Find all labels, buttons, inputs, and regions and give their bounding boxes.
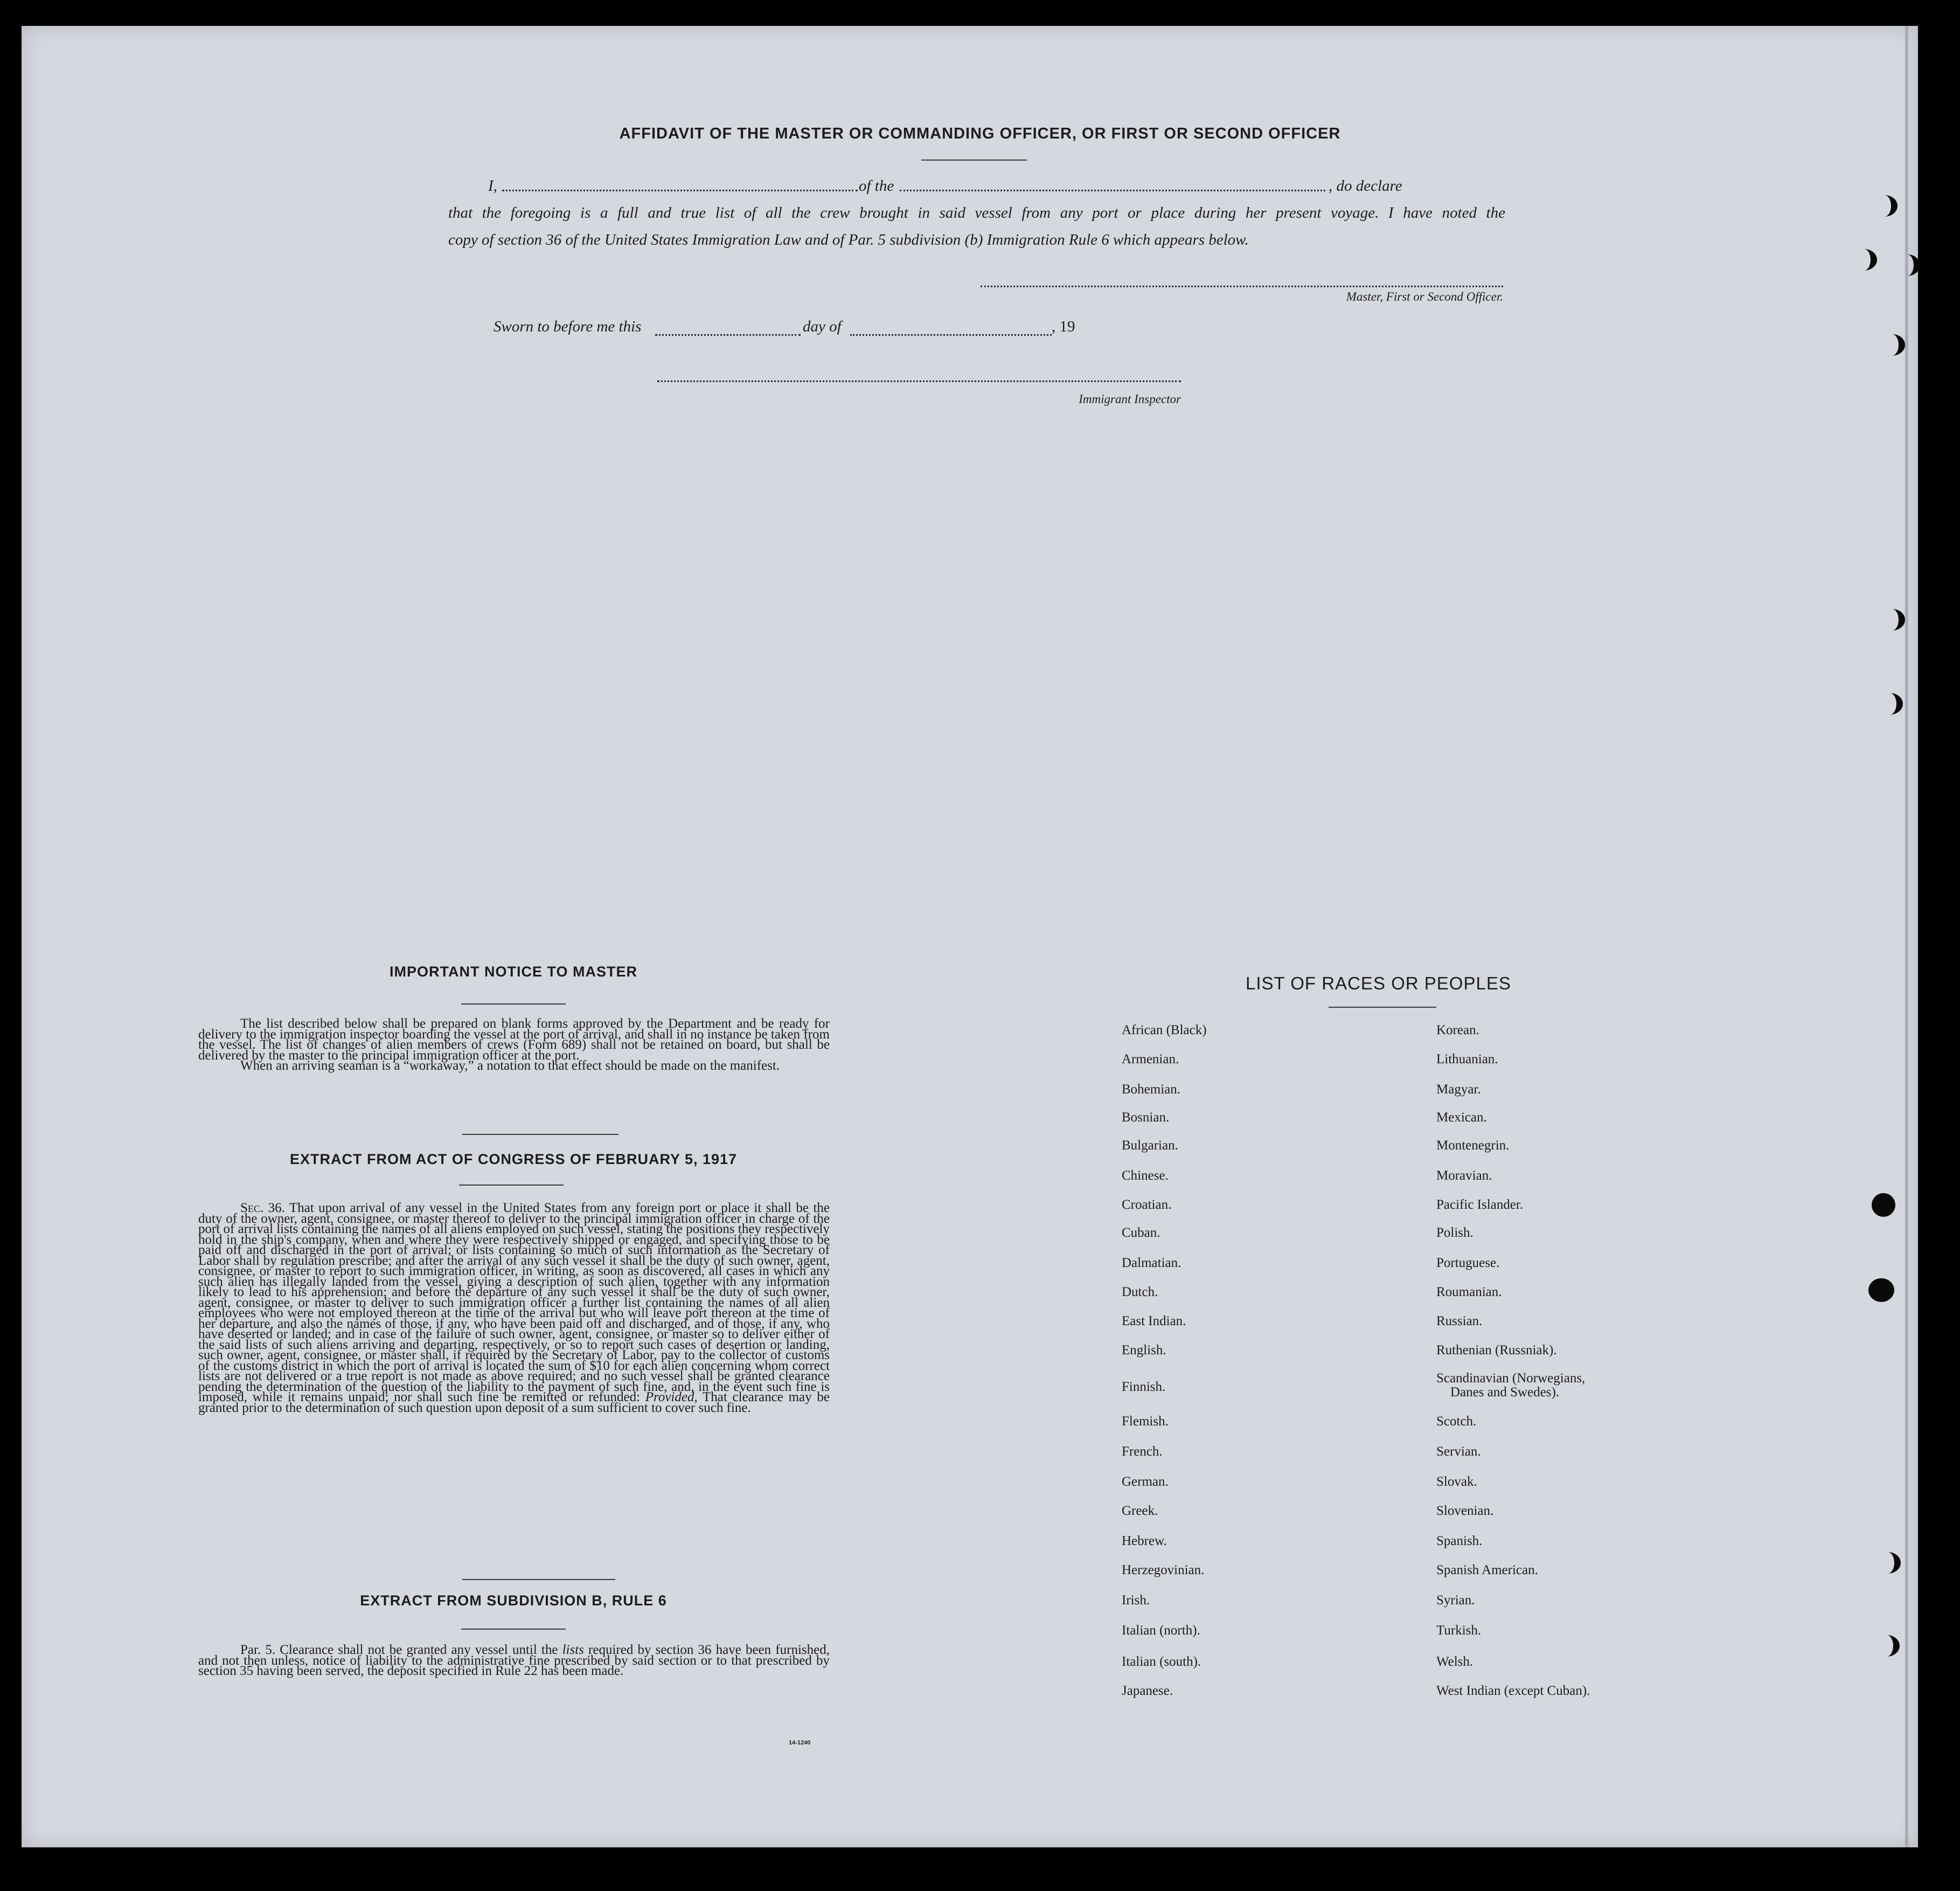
- race-item-right-continuation: Danes and Swedes).: [1450, 1385, 1560, 1400]
- race-item-left: Italian (north).: [1122, 1623, 1200, 1638]
- race-item-left: Bohemian.: [1122, 1082, 1181, 1097]
- affidavit-title: AFFIDAVIT OF THE MASTER OR COMMANDING OFFICER, OR FIRST OR SECOND OFFICER: [619, 125, 1341, 142]
- extract-act-body: [198, 1203, 830, 1413]
- day-of-label: day of: [803, 318, 842, 335]
- notice-paragraph-1: The list described below shall be prepared on blank forms approved by the Department and be ready for delivery to the immigration inspector boarding the vessel at the port of arrival, and shall in no instance be taken from the vessel. The list of changes of alien members of crews (Form 689) shall not be retained on board, but shall be delivered by the master to the principal immigration officer at the port.: [198, 1016, 830, 1063]
- race-item-right: Slovenian.: [1436, 1504, 1494, 1518]
- par-5-text-b: required by section 36 have been furnished, and not then unless, notice of liability to the administrative fine prescribed by said section or to that prescribed by section 35 having been served, the deposit specified in Rule 22 has been made.: [198, 1643, 830, 1678]
- section-36-paragraph: [198, 1203, 830, 1413]
- sworn-prefix: Sworn to before me this: [494, 318, 642, 335]
- sworn-month-blank[interactable]: [850, 334, 1052, 336]
- race-item-right: Scandinavian (Norwegians,: [1436, 1371, 1586, 1386]
- race-item-left: African (Black): [1122, 1023, 1207, 1037]
- race-item-left: Flemish.: [1122, 1414, 1169, 1429]
- race-item-left: Finnish.: [1122, 1380, 1166, 1394]
- race-item-right: Scotch.: [1436, 1414, 1477, 1429]
- race-item-left: Cuban.: [1122, 1225, 1160, 1240]
- binder-hook: [1877, 693, 1903, 715]
- race-item-right: Spanish American.: [1436, 1563, 1538, 1577]
- affidavit-body: [448, 172, 1505, 253]
- race-item-left: Croatian.: [1122, 1197, 1172, 1212]
- race-item-left: Dutch.: [1122, 1285, 1158, 1299]
- punch-hole: [1872, 1193, 1895, 1217]
- punch-hole: [1868, 1278, 1894, 1302]
- race-item-left: Herzegovinian.: [1122, 1563, 1205, 1577]
- race-item-right: Polish.: [1436, 1225, 1474, 1240]
- extract-rule-body: [198, 1645, 830, 1677]
- races-title: LIST OF RACES OR PEOPLES: [1246, 973, 1511, 993]
- race-item-right: West Indian (except Cuban).: [1436, 1684, 1590, 1698]
- divider: [459, 1185, 564, 1186]
- race-item-left: Italian (south).: [1122, 1654, 1201, 1669]
- notice-paragraph-2: When an arriving seaman is a “workaway,” a notation to that effect should be made on the manifest.: [240, 1058, 780, 1073]
- provided-word: Provided,: [645, 1390, 698, 1404]
- binder-hook: [1875, 1552, 1901, 1574]
- do-declare-label: , do declare: [1329, 177, 1402, 195]
- race-item-right: Moravian.: [1436, 1168, 1492, 1183]
- race-item-right: Pacific Islander.: [1436, 1197, 1524, 1212]
- extract-act-title: EXTRACT FROM ACT OF CONGRESS OF FEBRUARY 5, 1917: [289, 1151, 738, 1167]
- race-item-right: Korean.: [1436, 1023, 1479, 1037]
- race-item-right: Portuguese.: [1436, 1256, 1500, 1270]
- inspector-label: Immigrant Inspector: [1079, 392, 1181, 406]
- race-item-right: Mexican.: [1436, 1110, 1487, 1125]
- race-item-right: Turkish.: [1436, 1623, 1482, 1638]
- of-the-label: of the: [859, 177, 894, 195]
- binder-hook: [1879, 609, 1905, 631]
- section-label: Sec. 36.: [240, 1201, 285, 1215]
- race-item-right: Russian.: [1436, 1314, 1483, 1328]
- signature-blank[interactable]: [981, 286, 1503, 287]
- race-item-left: Japanese.: [1122, 1684, 1173, 1698]
- race-item-right: Syrian.: [1436, 1593, 1475, 1608]
- signature-label: Master, First or Second Officer.: [1346, 290, 1503, 303]
- document-sheet: [22, 26, 1918, 1847]
- section-36-text-a: That upon arrival of any vessel in the United States from any foreign port or place it shall be the duty of the owner, agent, consignee, or master thereof to deliver to the principal immigration officer in charge of the port of arrival lists containing the names of all aliens employed on such vessel, stating the positions they respectively hold in the ship's company, when and where they were respectively shipped or engaged, and specifying those to be paid off and discharged in the port of arrival; or lists containing so much of such information as the Secretary of Labor shall by regulation prescribe; and after the arrival of any such vessel it shall be the duty of such owner, agent, consignee, or master to report to such immigration officer, in writing, as soon as discovered, all cases in which any such alien has illegally landed from the vessel, giving a description of such alien, together with any information likely to lead to his apprehension; and before the departure of any such vessel it shall be the duty of such owner, agent, consignee, or master to deliver to such immigration officer a further list containing the names of all alien employees who were not employed thereon at the time of the arrival but who will leave port thereon at the time of her departure, and also the names of those, if any, who have been paid off and discharged, and of those, if any, who have deserted or landed; and in case of the failure of such owner, agent, consignee, or master so to deliver either of the said lists of such aliens arriving and departing, respectively, or so to report such cases of desertion or landing, such owner, agent, consignee, or master shall, if required by the Secretary of Labor, pay to the collector of customs of the customs district in which the port of arrival is located the sum of $10 for each alien concerning whom correct lists are not delivered or a true report is not made as above required; and no such vessel shall be granted clearance pending the determination of the question of the liability to the payment of such fine, and, in the event such fine is imposed, while it remains unpaid; nor shall such fine be remitted or refunded:: [198, 1201, 830, 1404]
- race-item-right: Spanish.: [1436, 1534, 1483, 1548]
- section-36-text-b: That clearance may be granted prior to the determination of such question upon deposit of a sum sufficient to cover such fine.: [198, 1390, 830, 1415]
- notice-title: IMPORTANT NOTICE TO MASTER: [390, 964, 637, 980]
- form-number: 14-1240: [789, 1740, 811, 1746]
- lists-word: lists: [562, 1643, 584, 1657]
- affidavit-line-3: copy of section 36 of the United States Immigration Law and of Par. 5 subdivision (b) Immigration Rule 6 which appears below.: [448, 231, 1249, 248]
- race-item-left: French.: [1122, 1444, 1163, 1459]
- race-item-left: East Indian.: [1122, 1314, 1186, 1328]
- race-item-left: Hebrew.: [1122, 1534, 1167, 1548]
- par-5-text-a: Par. 5. Clearance shall not be granted any vessel until the: [240, 1643, 562, 1657]
- affidavit-line-2: that the foregoing is a full and true list of all the crew brought in said vessel from any port or place during her present voyage. I have noted the: [448, 204, 1505, 221]
- binder-hook: [1879, 334, 1905, 356]
- notice-body: [198, 1016, 830, 1073]
- race-item-left: Bulgarian.: [1122, 1138, 1178, 1153]
- extract-rule-title: EXTRACT FROM SUBDIVISION B, RULE 6: [360, 1592, 667, 1609]
- race-item-right: Ruthenian (Russniak).: [1436, 1343, 1557, 1357]
- par-5-paragraph: [198, 1645, 830, 1677]
- divider: [462, 1579, 615, 1580]
- declarant-prefix: I,: [488, 177, 497, 195]
- divider: [921, 160, 1027, 161]
- divider: [1329, 1007, 1436, 1008]
- race-item-left: Irish.: [1122, 1593, 1150, 1608]
- race-item-left: Bosnian.: [1122, 1110, 1170, 1125]
- race-item-left: Dalmatian.: [1122, 1256, 1181, 1270]
- race-item-left: Greek.: [1122, 1504, 1158, 1518]
- sworn-line: [494, 318, 1140, 340]
- binder-hook: [1872, 195, 1898, 217]
- race-item-right: Servian.: [1436, 1444, 1481, 1459]
- race-item-right: Lithuanian.: [1436, 1052, 1498, 1066]
- race-item-left: Armenian.: [1122, 1052, 1179, 1066]
- binder-hook: [1851, 249, 1877, 271]
- race-item-left: German.: [1122, 1474, 1169, 1489]
- vessel-name-blank[interactable]: [900, 190, 1325, 191]
- divider: [462, 1134, 618, 1135]
- race-item-right: Welsh.: [1436, 1654, 1474, 1669]
- declarant-name-blank[interactable]: [502, 190, 858, 191]
- inspector-signature-blank[interactable]: [657, 380, 1181, 382]
- divider: [461, 1003, 566, 1005]
- race-item-right: Montenegrin.: [1436, 1138, 1510, 1153]
- affidavit-line-1: [448, 172, 1505, 199]
- sworn-year-label: , 19: [1052, 318, 1075, 335]
- divider: [461, 1629, 566, 1630]
- race-item-right: Magyar.: [1436, 1082, 1481, 1097]
- sworn-day-blank[interactable]: [655, 334, 801, 336]
- race-item-left: English.: [1122, 1343, 1166, 1357]
- race-item-right: Roumanian.: [1436, 1285, 1502, 1299]
- race-item-left: Chinese.: [1122, 1168, 1169, 1183]
- binder-hook: [1894, 254, 1920, 276]
- race-item-right: Slovak.: [1436, 1474, 1477, 1489]
- binder-hook: [1874, 1635, 1900, 1657]
